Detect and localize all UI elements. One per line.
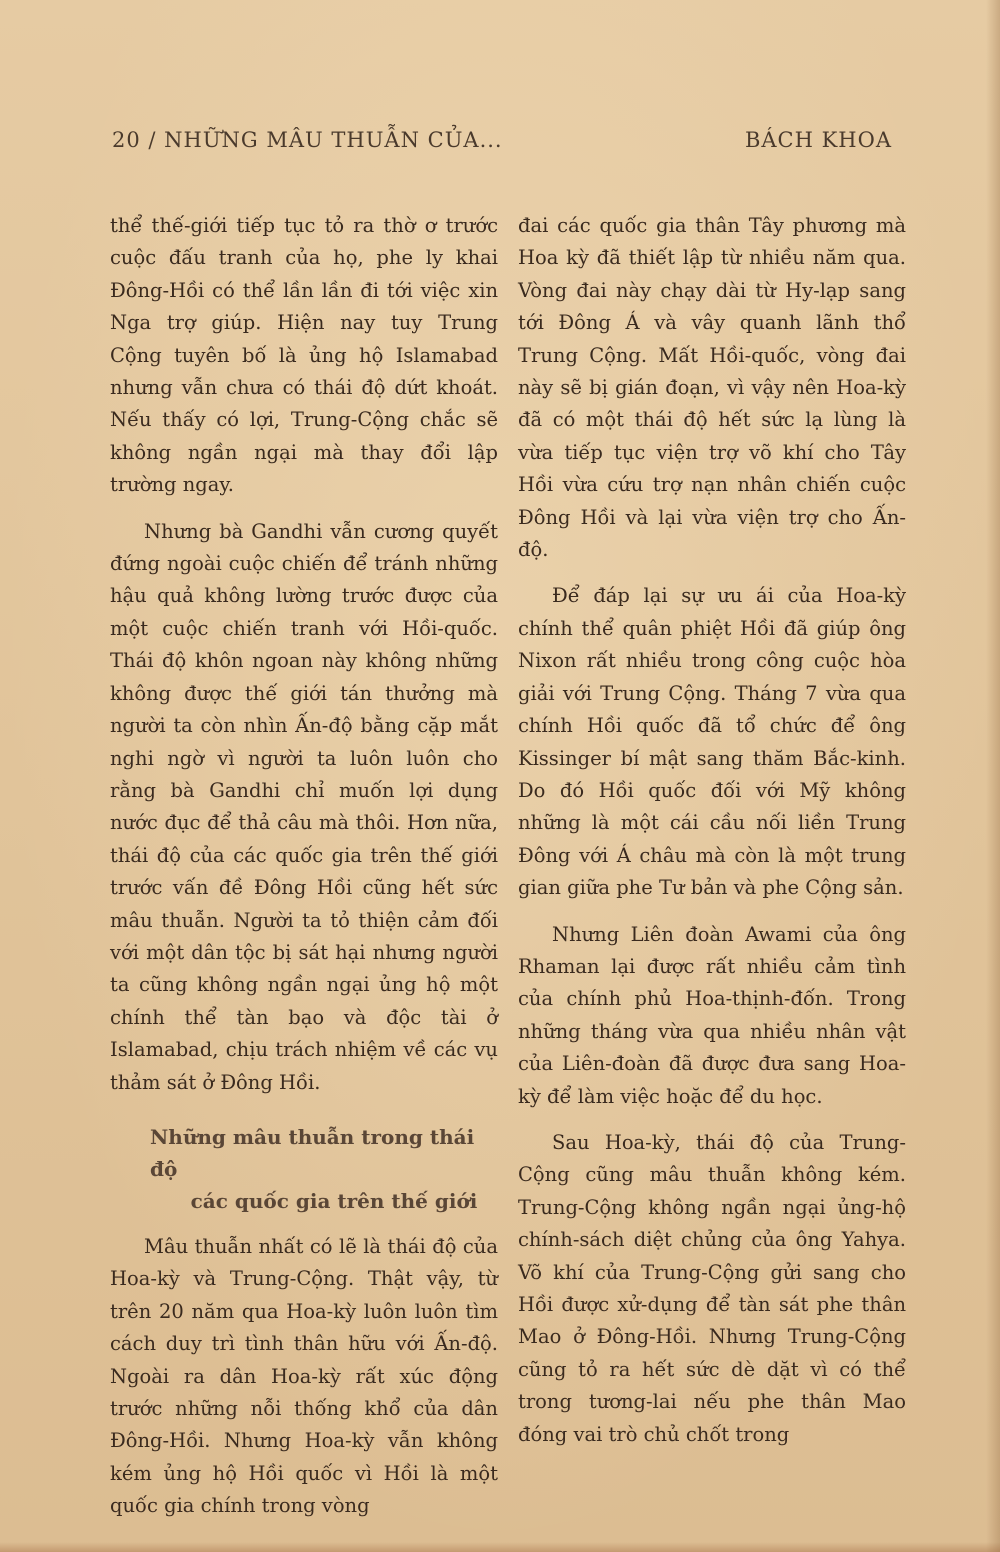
section-heading-line-2: các quốc gia trên thế giới <box>190 1188 478 1213</box>
left-paragraph-1: thể thế-giới tiếp tục tỏ ra thờ ơ trước cuộc đấu tranh của họ, phe ly khai Đông-Hồi có thể lần lần đi tới việc xin Nga trợ giúp. Hiện nay tuy Trung Cộng tuyên bố là ủng hộ Islamabad nhưng vẫn chưa có thái độ dứt khoát. Nếu thấy có lợi, Trung-Cộng chắc sẽ không ngần ngại mà thay đổi lập trường ngay. <box>110 214 498 497</box>
header-magazine-name: BÁCH KHOA <box>744 128 892 152</box>
running-header <box>112 128 892 164</box>
right-paragraph-1: đai các quốc gia thân Tây phương mà Hoa kỳ đã thiết lập từ nhiều năm qua. Vòng đai này chạy dài từ Hy-lạp sang tới Đông Á và vây quanh lãnh thổ Trung Cộng. Mất Hồi-quốc, vòng đai này sẽ bị gián đoạn, vì vậy nên Hoa-kỳ đã có một thái độ hết sức lạ lùng là vừa tiếp tục viện trợ võ khí cho Tây Hồi vừa cứu trợ nạn nhân chiến cuộc Đông Hồi và lại vừa viện trợ cho Ấn-độ. <box>518 214 906 562</box>
left-paragraph-3: Mâu thuẫn nhất có lẽ là thái độ của Hoa-kỳ và Trung-Cộng. Thật vậy, từ trên 20 năm qua Hoa-kỳ luôn luôn tìm cách duy trì tình thân hữu với Ấn-độ. Ngoài ra dân Hoa-kỳ rất xúc động trước những nỗi thống khổ của dân Đông-Hồi. Nhưng Hoa-kỳ vẫn không kém ủng hộ Hồi quốc vì Hồi là một quốc gia chính trong vòng <box>110 1234 498 1518</box>
section-heading-line-1: Những mâu thuẫn trong thái độ <box>150 1124 475 1181</box>
left-paragraph-2: Nhưng bà Gandhi vẫn cương quyết đứng ngoài cuộc chiến để tránh những hậu quả không lường trước được của một cuộc chiến tranh với Hồi-quốc. Thái độ khôn ngoan này không những không được thế giới tán thưởng mà người ta còn nhìn Ấn-độ bằng cặp mắt nghi ngờ vì người ta luôn luôn cho rằng bà Gandhi chỉ muốn lợi dụng nước đục để thả câu mà thôi. Hơn nữa, thái độ của các quốc gia trên thế giới trước vấn đề Đông Hồi cũng hết sức mâu thuẫn. Người ta tỏ thiện cảm đối với một dân tộc bị sát hại nhưng người ta cũng không ngần ngại ủng hộ một chính thể tàn bạo và độc tài ở Islamabad, chịu trách nhiệm về các vụ thảm sát ở Đông Hồi. <box>110 519 498 1094</box>
right-paragraph-4: Sau Hoa-kỳ, thái độ của Trung-Cộng cũng mâu thuẫn không kém. Trung-Cộng không ngần ngại ủng-hộ chính-sách diệt chủng của ông Yahya. Võ khí của Trung-Cộng gửi sang cho Hồi được xử-dụng để tàn sát phe thân Mao ở Đông-Hồi. Nhưng Trung-Cộng cũng tỏ ra hết sức dè dặt vì có thể trong tương-lai nếu phe thân Mao đóng vai trò chủ chốt trong <box>518 1130 906 1446</box>
header-page-and-title: 20 / NHỮNG MÂU THUẪN CỦA... <box>112 128 503 152</box>
right-paragraph-2: Để đáp lại sự ưu ái của Hoa-kỳ chính thể quân phiệt Hồi đã giúp ông Nixon rất nhiều trong công cuộc hòa giải với Trung Cộng. Tháng 7 vừa qua chính Hồi quốc đã tổ chức để ông Kissinger bí mật sang thăm Bắc-kinh. Do đó Hồi quốc đối với Mỹ không những là một cái cầu nối liền Trung Đông với Á châu mà còn là một trung gian giữa phe Tư bản và phe Cộng sản. <box>518 584 906 900</box>
left-column <box>110 210 498 1523</box>
page-edge-shadow <box>986 0 1000 1552</box>
page-bottom-edge <box>0 1542 1000 1552</box>
right-paragraph-3: Nhưng Liên đoàn Awami của ông Rhaman lại được rất nhiều cảm tình của chính phủ Hoa-thịnh-đốn. Trong những tháng vừa qua nhiều nhân vật của Liên-đoàn đã được đưa sang Hoa-kỳ để làm việc hoặc để du học. <box>518 922 906 1108</box>
right-column <box>518 210 906 1451</box>
section-heading <box>110 1121 498 1217</box>
